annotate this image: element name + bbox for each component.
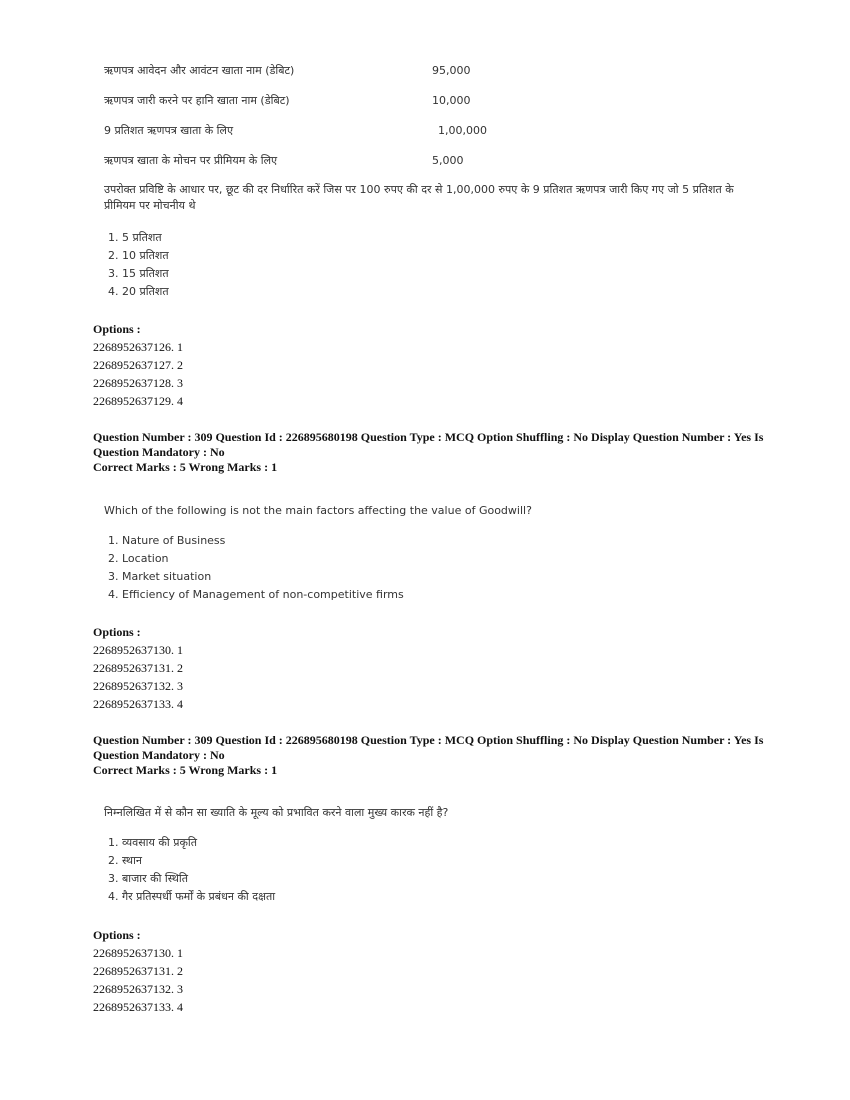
journal-entry-value: 1,00,000 (438, 124, 487, 137)
choice-item: 4. Efficiency of Management of non-competitive firms (108, 588, 404, 601)
choice-item: 1. 5 प्रतिशत (108, 231, 162, 244)
question-marks: Correct Marks : 5 Wrong Marks : 1 (93, 460, 278, 474)
choice-item: 2. 10 प्रतिशत (108, 249, 169, 262)
journal-entry-value: 10,000 (432, 94, 471, 107)
option-id: 2268952637126. 1 (93, 340, 183, 354)
choice-list (108, 229, 169, 301)
choice-item: 3. 15 प्रतिशत (108, 267, 169, 280)
options-block (93, 623, 783, 713)
journal-entry-label: ऋणपत्र खाता के मोचन पर प्रीमियम के लिए (104, 154, 278, 167)
option-id: 2268952637132. 3 (93, 982, 183, 996)
options-heading: Options : (93, 625, 141, 639)
choice-item: 4. गैर प्रतिस्पर्धी फर्मों के प्रबंधन की दक्षता (108, 890, 276, 903)
option-id: 2268952637129. 4 (93, 394, 183, 408)
option-id: 2268952637130. 1 (93, 643, 183, 657)
question-text: निम्नलिखित में से कौन सा ख्याति के मूल्य को प्रभावित करने वाला मुख्य कारक नहीं है? (104, 806, 449, 819)
options-block (93, 926, 783, 1016)
choice-item: 4. 20 प्रतिशत (108, 285, 169, 298)
journal-entry-row (104, 122, 524, 152)
journal-entries (104, 62, 524, 182)
choice-item: 3. Market situation (108, 570, 212, 583)
journal-entry-row (104, 92, 524, 122)
option-id: 2268952637128. 3 (93, 376, 183, 390)
option-id: 2268952637133. 4 (93, 697, 183, 711)
option-id: 2268952637130. 1 (93, 946, 183, 960)
question-meta-line: Question Mandatory : No (93, 445, 225, 459)
option-id: 2268952637133. 4 (93, 1000, 183, 1014)
choice-item: 1. Nature of Business (108, 534, 226, 547)
question-meta-line: Question Number : 309 Question Id : 226895680198 Question Type : MCQ Option Shuffling : No Display Question Number : Yes Is (93, 733, 764, 747)
choice-item: 2. Location (108, 552, 169, 565)
question-marks: Correct Marks : 5 Wrong Marks : 1 (93, 763, 278, 777)
question-meta-line: Question Number : 309 Question Id : 226895680198 Question Type : MCQ Option Shuffling : No Display Question Number : Yes Is (93, 430, 764, 444)
journal-entry-label: ऋणपत्र आवेदन और आवंटन खाता नाम (डेबिट) (104, 64, 295, 77)
question-text: उपरोक्त प्रविष्टि के आधार पर, छूट की दर निर्धारित करें जिस पर 100 रुपए की दर से 1,00,000 रुपए के 9 प्रतिशत ऋणपत्र जारी किए गए जो 5 प्रतिशत के प्रीमियम पर मोचनीय थे (104, 183, 734, 212)
choice-item: 1. व्यवसाय की प्रकृति (108, 836, 198, 849)
option-id: 2268952637131. 2 (93, 661, 183, 675)
journal-entry-label: ऋणपत्र जारी करने पर हानि खाता नाम (डेबिट) (104, 94, 290, 107)
question-meta (93, 430, 783, 475)
choice-item: 3. बाजार की स्थिति (108, 872, 188, 885)
choice-item: 2. स्थान (108, 854, 143, 867)
question-text: Which of the following is not the main factors affecting the value of Goodwill? (104, 504, 532, 517)
question-meta (93, 733, 783, 778)
choice-list (108, 532, 404, 604)
journal-entry-row (104, 152, 524, 182)
journal-entry-value: 5,000 (432, 154, 464, 167)
journal-entry-label: 9 प्रतिशत ऋणपत्र खाता के लिए (104, 124, 234, 137)
options-heading: Options : (93, 322, 141, 336)
options-block (93, 320, 783, 410)
options-heading: Options : (93, 928, 141, 942)
option-id: 2268952637127. 2 (93, 358, 183, 372)
journal-entry-value: 95,000 (432, 64, 471, 77)
option-id: 2268952637132. 3 (93, 679, 183, 693)
option-id: 2268952637131. 2 (93, 964, 183, 978)
question-meta-line: Question Mandatory : No (93, 748, 225, 762)
journal-entry-row (104, 62, 524, 92)
choice-list (108, 834, 275, 906)
